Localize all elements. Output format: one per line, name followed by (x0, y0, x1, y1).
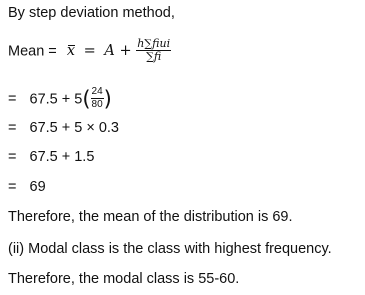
assumed-mean-term: A + (104, 43, 132, 60)
step-1-denominator: 80 (91, 99, 103, 110)
step-3 (8, 148, 94, 166)
heading-step-deviation: By step deviation method, (8, 5, 175, 21)
step-2-equals: = (8, 120, 17, 136)
step-1-equals: = (8, 91, 17, 108)
mean-formula-line (8, 39, 171, 64)
step-3-text: 67.5 + 1.5 (29, 149, 95, 165)
mean-equals: = (83, 43, 96, 60)
mean-fraction (136, 38, 171, 63)
mean-fraction-numerator: h∑fiui (137, 37, 171, 50)
x-bar-symbol: x (66, 43, 75, 60)
step-3-equals: = (8, 149, 17, 165)
mean-symbol (67, 43, 136, 59)
step-1-close-paren: ) (103, 86, 112, 111)
mean-fraction-denominator: ∑fi (146, 50, 162, 63)
step-1-fraction (91, 86, 104, 111)
step-2-text: 67.5 + 5 × 0.3 (29, 120, 119, 136)
mean-conclusion: Therefore, the mean of the distribution is 69. (8, 209, 293, 225)
step-4 (8, 178, 46, 196)
step-1-open-paren: ( (82, 86, 91, 111)
step-2 (8, 119, 119, 137)
step-1-text: 67.5 + 5 (29, 91, 83, 108)
modal-class-statement: (ii) Modal class is the class with highest frequency. (8, 241, 332, 257)
mean-label: Mean = (8, 43, 57, 60)
step-4-text: 69 (29, 179, 46, 195)
step-4-equals: = (8, 179, 17, 195)
step-1 (8, 87, 112, 112)
step-1-numerator: 24 (91, 86, 103, 97)
modal-class-conclusion: Therefore, the modal class is 55-60. (8, 271, 240, 287)
